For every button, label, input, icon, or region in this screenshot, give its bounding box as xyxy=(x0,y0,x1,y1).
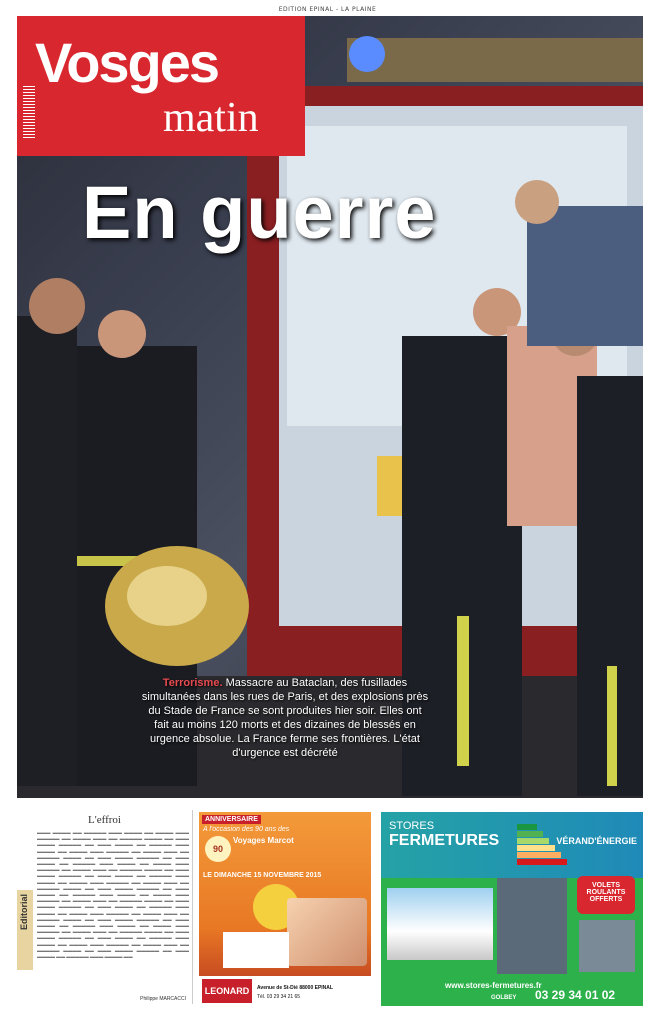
ad-line1: A l'occasion des 90 ans des xyxy=(203,826,290,833)
editorial-side-label: Editorial xyxy=(17,890,33,970)
ad-phone: Tél. 03 29 34 21 65 xyxy=(257,994,301,1000)
ad2-footer xyxy=(381,976,643,1006)
ad-brand: Voyages Marcot xyxy=(233,836,294,845)
photo-caption xyxy=(140,676,430,760)
leonard-logo: LEONARD xyxy=(202,979,252,1003)
ad-photo xyxy=(287,898,367,966)
ad2-phone: 03 29 34 01 02 xyxy=(535,988,616,1002)
ad2-house-photo xyxy=(387,888,493,960)
ad2-url[interactable]: www.stores-fermetures.fr xyxy=(445,981,542,990)
ad2-thumbs xyxy=(497,878,567,974)
barcode xyxy=(23,86,35,138)
energy-label-icon xyxy=(517,824,573,870)
advertisement-voyages[interactable] xyxy=(199,812,371,1006)
masthead-subtitle: matin xyxy=(163,95,259,141)
ad-address: Avenue de St-Dié 88000 EPINAL xyxy=(257,985,333,991)
editorial-signature: Philippe MARCACCI xyxy=(140,996,186,1002)
ad-date: LE DIMANCHE 15 NOVEMBRE 2015 xyxy=(203,872,322,879)
ad-footer xyxy=(199,976,371,1006)
masthead-title: Vosges xyxy=(35,31,219,94)
advertisement-stores[interactable] xyxy=(381,812,643,1006)
caption-kicker: Terrorisme. xyxy=(162,677,223,689)
ad2-veranda: VÉRAND'ÉNERGIE xyxy=(556,836,637,846)
ad-tag: ANNIVERSAIRE xyxy=(202,815,261,824)
ad-promo-box xyxy=(223,932,289,968)
caption-text: Massacre au Bataclan, des fusillades simultanées dans les rues de Paris, et des explosions près du Stade de France se sont produites hier soir. Elles ont fait au moins 120 morts et des dizaines de blessés en urgence absolue. La France ferme ses frontières. L'état d'urgence est décrété xyxy=(141,677,429,759)
ad2-brand: STORES FERMETURES xyxy=(389,820,500,849)
ad2-thumbs-2 xyxy=(579,920,635,972)
ad2-offer-badge: VOLETS ROULANTS OFFERTS xyxy=(577,876,635,914)
editorial-body: ▬▬▬ ▬▬▬▬ ▬▬ ▬▬▬▬▬ ▬▬▬ ▬▬▬▬ ▬▬ ▬▬▬▬ ▬▬▬ ▬▬▬▬▬ ▬▬ ▬▬▬▬ ▬▬▬ ▬▬ ▬▬▬▬▬ ▬▬▬▬ ▬▬ ▬▬▬ ▬▬▬▬ ▬▬▬▬▬ ▬▬ ▬▬▬ ▬▬▬▬ ▬▬ ▬▬▬▬▬ ▬▬▬ ▬▬▬▬ ▬▬ ▬▬▬▬ ▬▬▬ ▬▬▬▬▬ ▬▬ ▬▬▬▬ ▬▬▬ ▬▬ ▬▬▬▬▬ ▬▬▬▬ ▬▬ ▬▬▬ ▬▬▬▬ ▬▬▬▬▬ ▬▬ ▬▬▬ ▬▬▬▬ ▬▬ ▬▬▬▬▬ ▬▬▬ ▬▬▬▬ ▬▬ ▬▬▬▬ ▬▬▬ ▬▬▬▬▬ ▬▬ ▬▬▬▬ ▬▬▬ ▬▬ ▬▬▬▬▬ ▬▬▬▬ ▬▬ ▬▬▬ ▬▬▬▬ ▬▬▬▬▬ ▬▬ ▬▬▬ ▬▬▬▬ ▬▬ ▬▬▬▬▬ ▬▬▬ ▬▬▬▬ ▬▬ ▬▬▬▬ ▬▬▬ ▬▬▬▬▬ ▬▬ ▬▬▬▬ ▬▬▬ ▬▬ ▬▬▬▬▬ ▬▬▬▬ ▬▬ ▬▬▬ ▬▬▬▬ ▬▬▬▬▬ ▬▬ ▬▬▬ ▬▬▬▬ ▬▬ ▬▬▬▬▬ ▬▬▬ ▬▬▬▬ ▬▬ ▬▬▬▬ ▬▬▬ ▬▬▬▬▬ ▬▬ ▬▬▬▬ ▬▬▬ ▬▬ ▬▬▬▬▬ ▬▬▬▬ ▬▬ ▬▬▬ ▬▬▬▬ ▬▬▬▬▬ ▬▬ ▬▬▬ ▬▬▬▬ ▬▬ ▬▬▬▬▬ ▬▬▬ ▬▬▬▬ ▬▬ ▬▬▬▬ ▬▬▬ ▬▬▬▬▬ ▬▬ ▬▬▬▬ ▬▬▬ ▬▬ ▬▬▬▬▬ ▬▬▬▬ ▬▬ ▬▬▬ ▬▬▬▬ ▬▬▬▬▬ ▬▬ ▬▬▬ ▬▬▬▬ ▬▬ ▬▬▬▬▬ ▬▬▬ ▬▬▬▬ ▬▬ ▬▬▬▬ ▬▬▬ ▬▬▬▬▬ ▬▬ ▬▬▬▬ ▬▬▬ ▬▬ ▬▬▬▬▬ ▬▬▬▬ ▬▬ ▬▬▬ ▬▬▬▬ ▬▬▬▬▬ ▬▬ ▬▬▬ ▬▬▬▬ ▬▬ ▬▬▬▬▬ ▬▬▬ ▬▬▬▬ ▬▬ ▬▬▬▬ ▬▬▬ ▬▬▬▬▬ ▬▬ ▬▬▬▬ ▬▬▬ ▬▬ ▬▬▬▬▬ ▬▬▬▬ ▬▬ ▬▬▬ ▬▬▬▬ ▬▬▬▬▬ ▬▬ ▬▬▬ ▬▬▬▬ ▬▬ ▬▬▬▬▬ ▬▬▬ ▬▬▬▬ ▬▬ xyxy=(37,830,189,960)
editorial-title: L'effroi xyxy=(88,814,121,826)
headline: En guerre xyxy=(82,171,437,254)
anniversary-badge: 90 xyxy=(205,836,231,862)
editorial xyxy=(17,810,193,1004)
edition-label: EDITION EPINAL - LA PLAINE xyxy=(278,6,377,13)
masthead xyxy=(17,16,305,156)
ad2-city: GOLBEY xyxy=(491,995,517,1001)
